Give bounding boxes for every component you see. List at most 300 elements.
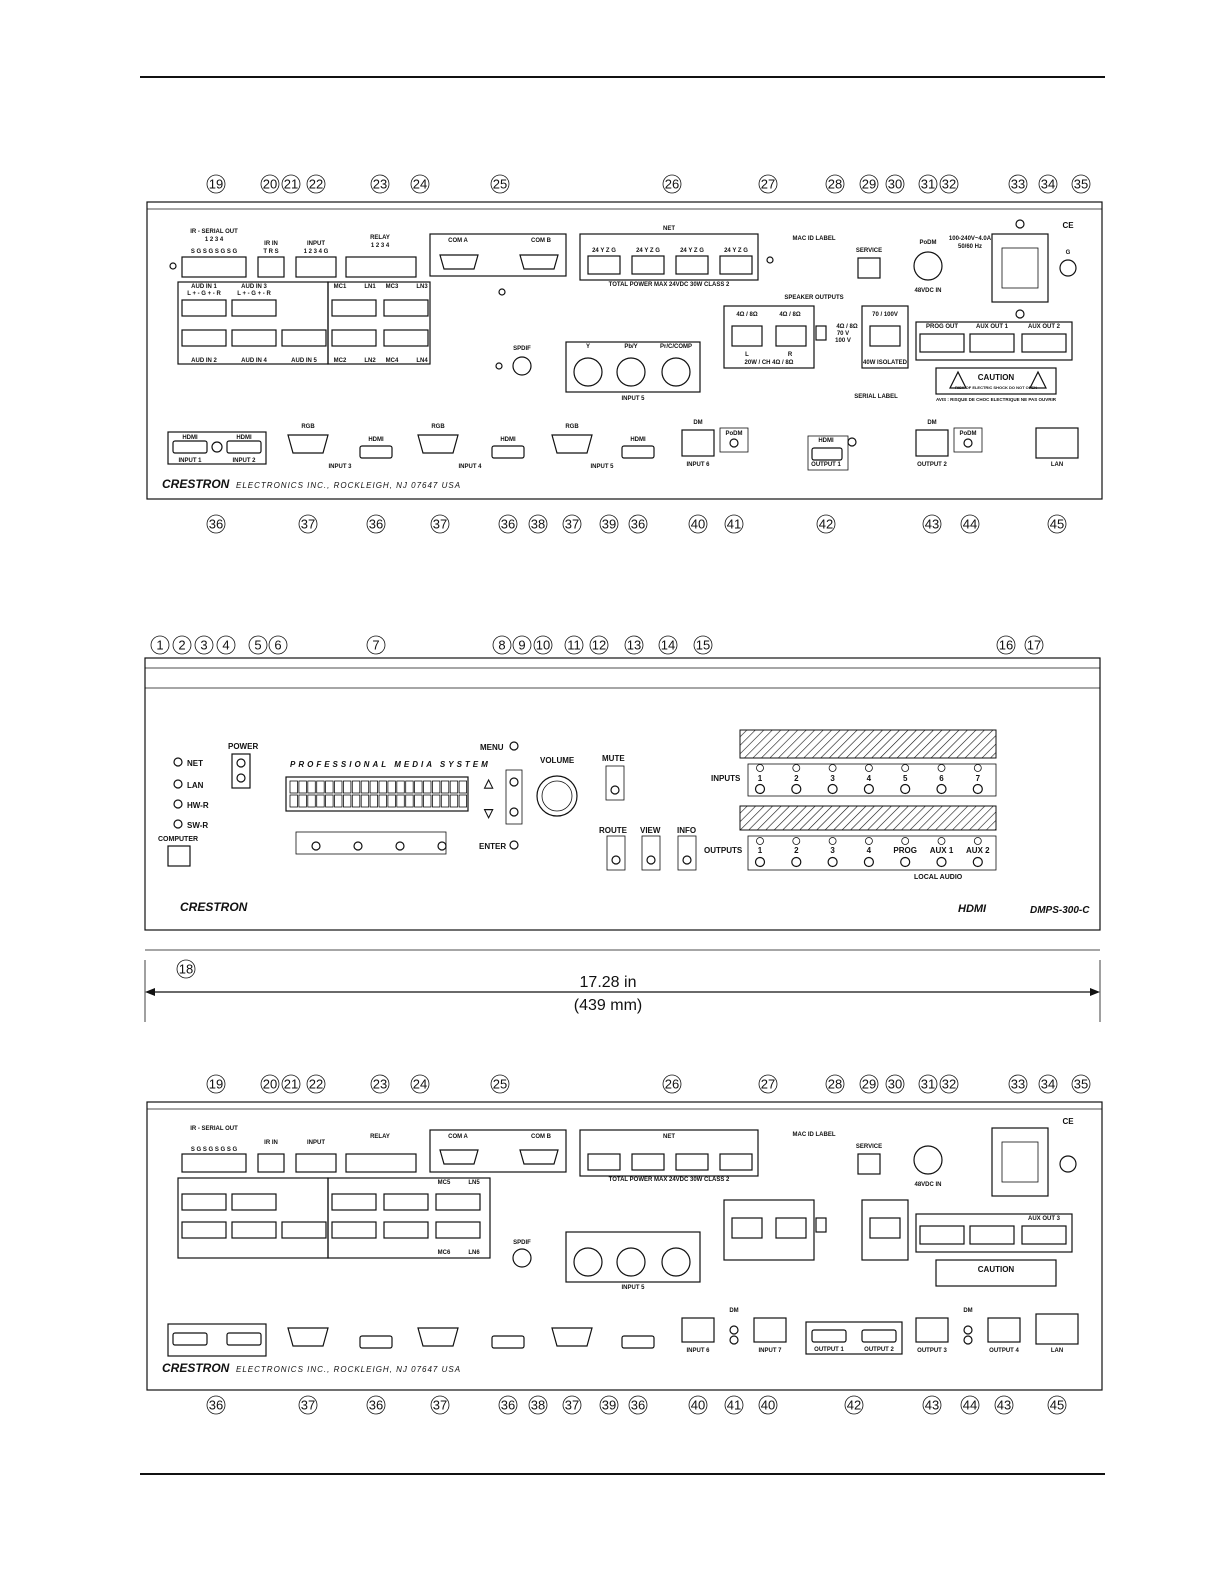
input-button-2[interactable]	[792, 785, 801, 794]
hdmi-input-1-port[interactable]	[173, 441, 207, 453]
output-button-0[interactable]	[756, 858, 765, 867]
callout-31: 31	[920, 176, 936, 192]
podm-input-led	[730, 439, 738, 447]
hdmi-input-2-port-2[interactable]	[227, 1333, 261, 1345]
hdmi-label-1: HDMI	[182, 435, 198, 441]
up-button[interactable]	[510, 778, 518, 786]
rgb-input-5-port[interactable]	[552, 435, 592, 453]
lcd-cell	[343, 781, 351, 793]
lcd-cell	[317, 795, 325, 807]
hdmi-input-bay-b	[168, 1324, 266, 1356]
net-connector-2[interactable]	[632, 256, 664, 274]
mc4-connector-2[interactable]	[384, 1222, 428, 1238]
mc1-label: MC1	[333, 284, 347, 290]
soft-button-4[interactable]	[438, 842, 446, 850]
hdmi-input-2-port[interactable]	[227, 441, 261, 453]
output-label-4: PROG	[893, 846, 917, 855]
input-1-label: INPUT 1	[178, 458, 202, 464]
input-button-1[interactable]	[756, 785, 765, 794]
com-a-label-2: COM A	[448, 1134, 468, 1140]
ir-numbers-label: 1 2 3 4	[204, 237, 224, 243]
power-button[interactable]	[237, 774, 245, 782]
mc1-connector[interactable]	[332, 300, 376, 316]
lcd-cell	[299, 795, 307, 807]
volume-knob[interactable]	[537, 776, 577, 816]
net-connector-b1[interactable]	[588, 1154, 620, 1170]
ir-in-label-2: IR IN	[264, 1140, 278, 1146]
output-label-5: AUX 1	[929, 846, 954, 855]
hdmi-input-3-port[interactable]	[360, 446, 392, 458]
pms-label: PROFESSIONAL MEDIA SYSTEM	[290, 760, 491, 769]
input-button-4[interactable]	[864, 785, 873, 794]
rgb-input-3-port-2[interactable]	[288, 1328, 328, 1346]
input-button-7[interactable]	[973, 785, 982, 794]
crestron-logo: CRESTRON	[162, 477, 230, 491]
volume-label: VOLUME	[540, 756, 575, 765]
lcd-cell	[459, 781, 467, 793]
mc3-connector[interactable]	[384, 300, 428, 316]
net-pins-label-3: 24 Y Z G	[680, 248, 704, 254]
relay-connector[interactable]	[346, 257, 416, 277]
pby-bnc-port-2[interactable]	[617, 1248, 645, 1276]
rgb-input-3-port[interactable]	[288, 435, 328, 453]
isolated-output-connector-2[interactable]	[870, 1218, 900, 1238]
aux-out-1-connector-2[interactable]	[970, 1226, 1014, 1244]
ir-serial-out-label: IR - SERIAL OUT	[190, 229, 238, 235]
callout-27: 27	[760, 176, 776, 192]
spdif-port-2[interactable]	[513, 1249, 531, 1267]
net-connector-4[interactable]	[720, 256, 752, 274]
output-2-label: OUTPUT 2	[917, 462, 947, 468]
mc2-connector-2[interactable]	[332, 1222, 376, 1238]
audio-input-bay-2	[178, 1178, 328, 1258]
lcd-cell	[406, 795, 414, 807]
callout-r2-35: 35	[1073, 1076, 1089, 1092]
aud-in-4-connector-2[interactable]	[232, 1222, 276, 1238]
view-button[interactable]	[647, 856, 655, 864]
relay-connector-2[interactable]	[346, 1154, 416, 1172]
input-led-4	[865, 765, 872, 772]
input-number-7: 7	[975, 774, 981, 783]
service-label-2: SERVICE	[855, 1144, 883, 1150]
ln2-label: LN2	[364, 358, 376, 364]
output-4-label: OUTPUT 4	[989, 1348, 1019, 1354]
aux-out-3-label: AUX OUT 3	[1027, 1216, 1061, 1222]
rgb-input-4-port-2[interactable]	[418, 1328, 458, 1346]
lcd-cell	[441, 795, 449, 807]
callout-36-b0: 36	[208, 516, 224, 532]
callout-34: 34	[1040, 176, 1056, 192]
ir-serial-out-connector[interactable]	[182, 257, 246, 277]
callout-f15: 15	[695, 637, 711, 653]
prcomp-bnc-port-2[interactable]	[662, 1248, 690, 1276]
input-connector-2[interactable]	[296, 1154, 336, 1172]
total-power-label-2: TOTAL POWER MAX 24VDC 30W CLASS 2	[608, 1177, 730, 1183]
y-label: Y	[585, 344, 591, 350]
rgb-label-3: RGB	[301, 424, 315, 430]
spk-r-label: R	[787, 352, 793, 358]
mic-line-bay-2	[328, 1178, 490, 1258]
ground-screw-2[interactable]	[1060, 1156, 1076, 1172]
ir-in-connector-2[interactable]	[258, 1154, 284, 1172]
input-7-label: INPUT 7	[758, 1348, 782, 1354]
hdmi-input-5-port-2[interactable]	[622, 1336, 654, 1348]
net-led	[174, 758, 182, 766]
dc-in-port-2[interactable]	[914, 1146, 942, 1174]
hdmi-input-4-port[interactable]	[492, 446, 524, 458]
input-6-label: INPUT 6	[686, 462, 710, 468]
hdmi-output-1-port-2[interactable]	[812, 1330, 846, 1342]
aud-in-3-connector-2[interactable]	[232, 1194, 276, 1210]
outputs-label-strip	[740, 806, 996, 830]
lan-label: LAN	[1050, 462, 1064, 468]
component-bay-2	[566, 1232, 700, 1282]
hdmi-input-3-port-2[interactable]	[360, 1336, 392, 1348]
callout-r2-20: 20	[262, 1076, 278, 1092]
route-button[interactable]	[612, 856, 620, 864]
ce-mark: CE	[1062, 221, 1074, 230]
com-b-label-2: COM B	[531, 1134, 551, 1140]
callout-f8: 8	[498, 637, 506, 653]
rear-panel-bottom	[147, 1075, 1102, 1414]
callout-35: 35	[1073, 176, 1089, 192]
output-led-1	[793, 838, 800, 845]
crestron-address-2: ELECTRONICS INC., ROCKLEIGH, NJ 07647 USA	[236, 1365, 462, 1374]
lcd-cell	[299, 781, 307, 793]
podm-led-b7	[730, 1336, 738, 1344]
sw-r-label: SW-R	[187, 821, 209, 830]
net-connector-b2[interactable]	[632, 1154, 664, 1170]
callout-r2-23: 23	[372, 1076, 388, 1092]
inputs-label: INPUTS	[711, 774, 741, 783]
dc-in-port[interactable]	[914, 252, 942, 280]
ir-in-connector[interactable]	[258, 257, 284, 277]
up-label: △	[484, 776, 494, 790]
lcd-cell	[441, 781, 449, 793]
callout-f12: 12	[591, 637, 607, 653]
dimension-mm: (439 mm)	[573, 997, 643, 1014]
lan-led-label: LAN	[187, 781, 204, 790]
callout-20: 20	[262, 176, 278, 192]
callout-r2b-37-3: 37	[432, 1397, 448, 1413]
output-1-label: OUTPUT 1	[811, 462, 841, 468]
callout-26: 26	[664, 176, 680, 192]
lcd-cell	[450, 781, 458, 793]
dm-label-out: DM	[927, 420, 937, 426]
callout-r2b-38-5: 38	[530, 1397, 546, 1413]
hdmi-output-1-port[interactable]	[812, 448, 842, 460]
y-bnc-port-2[interactable]	[574, 1248, 602, 1276]
speaker-right-connector[interactable]	[776, 326, 806, 346]
callout-36-b4: 36	[500, 516, 516, 532]
hw-reset-button[interactable]	[174, 800, 182, 808]
callout-37-b6: 37	[564, 516, 580, 532]
ln6-label: LN6	[468, 1250, 480, 1256]
output-button-4[interactable]	[901, 858, 910, 867]
callout-f6: 6	[274, 637, 282, 653]
prog-out-connector-2[interactable]	[920, 1226, 964, 1244]
callout-28: 28	[827, 176, 843, 192]
ac-power-inlet-2[interactable]	[992, 1128, 1048, 1196]
callout-43-b12: 43	[924, 516, 940, 532]
rgb-input-4-port[interactable]	[418, 435, 458, 453]
sw-reset-button[interactable]	[174, 820, 182, 828]
aud-in-2-connector-2[interactable]	[182, 1222, 226, 1238]
lcd-cell	[397, 781, 405, 793]
spdif-label-2: SPDIF	[513, 1240, 531, 1246]
mc2-connector[interactable]	[332, 330, 376, 346]
input-5-label: INPUT 5	[621, 396, 645, 402]
ir-pins-label: S G S G S G S G	[190, 249, 238, 255]
impedance-switch-2[interactable]	[816, 1218, 826, 1232]
input-label: INPUT	[307, 241, 325, 247]
aud-in-2-connector[interactable]	[182, 330, 226, 346]
output-led-6	[974, 838, 981, 845]
callout-f14: 14	[660, 637, 676, 653]
v100-label: 100 V	[835, 338, 851, 344]
com-b-label: COM B	[531, 238, 551, 244]
spk-power-label: 20W / CH 4Ω / 8Ω	[744, 360, 794, 366]
service-usb-port[interactable]	[858, 258, 880, 278]
ln5-label: LN5	[468, 1180, 480, 1186]
callout-r2b-37-1: 37	[300, 1397, 316, 1413]
callout-f18: 18	[178, 961, 194, 977]
dm-input-7-port[interactable]	[754, 1318, 786, 1342]
callout-f17: 17	[1026, 637, 1042, 653]
lan-port[interactable]	[1036, 428, 1078, 458]
aux-out-2-connector[interactable]	[1022, 334, 1066, 352]
input-5-label-2: INPUT 5	[621, 1285, 645, 1291]
callout-39-b7: 39	[601, 516, 617, 532]
hdmi-input-5-port[interactable]	[622, 446, 654, 458]
input-pins-label: 1 2 3 4 G	[303, 249, 329, 255]
callout-f16: 16	[998, 637, 1014, 653]
dm-input-6-port-2[interactable]	[682, 1318, 714, 1342]
net-bay	[580, 234, 758, 280]
soft-button-3[interactable]	[396, 842, 404, 850]
soft-button-1[interactable]	[312, 842, 320, 850]
dm-input-6-port[interactable]	[682, 430, 714, 456]
callout-f9: 9	[518, 637, 526, 653]
aud-in-3-connector[interactable]	[232, 300, 276, 316]
aud-in-4-connector[interactable]	[232, 330, 276, 346]
dm-output-4-port[interactable]	[988, 1318, 1020, 1342]
dm-output-2-port[interactable]	[916, 430, 948, 456]
callout-23: 23	[372, 176, 388, 192]
lcd-cell	[290, 795, 298, 807]
hdmi-input-4-port-2[interactable]	[492, 1336, 524, 1348]
podm-led-out3	[964, 1326, 972, 1334]
lcd-cell	[335, 781, 343, 793]
pby-label: Pb/Y	[624, 344, 638, 350]
total-power-label: TOTAL POWER MAX 24VDC 30W CLASS 2	[608, 282, 730, 288]
com-b-db9-port[interactable]	[520, 255, 558, 269]
input-number-2: 2	[794, 774, 799, 783]
aud-in-1-connector[interactable]	[182, 300, 226, 316]
speaker-left-connector[interactable]	[732, 326, 762, 346]
net-connector-3[interactable]	[676, 256, 708, 274]
net-connector-b4[interactable]	[720, 1154, 752, 1170]
soft-button-2[interactable]	[354, 842, 362, 850]
caution-label-2: CAUTION	[977, 1265, 1015, 1274]
callout-f5: 5	[254, 637, 262, 653]
ac-power-inlet[interactable]	[992, 234, 1048, 302]
output-button-1[interactable]	[792, 858, 801, 867]
mc5-connector[interactable]	[436, 1194, 480, 1210]
lan-led	[174, 780, 182, 788]
hdmi-input-1-port-2[interactable]	[173, 1333, 207, 1345]
power-led	[237, 759, 245, 767]
callout-r2-26: 26	[664, 1076, 680, 1092]
input-connector[interactable]	[296, 257, 336, 277]
callout-r2-21: 21	[283, 1076, 299, 1092]
mc3-connector-2[interactable]	[384, 1194, 428, 1210]
ir-serial-out-connector-2[interactable]	[182, 1154, 246, 1172]
lan-label-2: LAN	[1050, 1348, 1064, 1354]
crestron-address: ELECTRONICS INC., ROCKLEIGH, NJ 07647 USA	[236, 481, 462, 490]
podm-label-out: PoDM	[959, 431, 977, 437]
route-label: ROUTE	[599, 826, 627, 835]
mc5-label: MC5	[437, 1180, 451, 1186]
callout-r2b-36-2: 36	[368, 1397, 384, 1413]
lcd-cell	[388, 795, 396, 807]
aux-out-1-label: AUX OUT 1	[975, 324, 1009, 330]
com-a-label: COM A	[448, 238, 468, 244]
isolated-output-connector[interactable]	[870, 326, 900, 346]
ln4-label: LN4	[416, 358, 428, 364]
service-usb-port-2[interactable]	[858, 1154, 880, 1174]
ground-screw[interactable]	[1060, 260, 1076, 276]
rear-bottom-callout-group	[207, 1075, 1090, 1093]
callout-r2-30: 30	[887, 1076, 903, 1092]
mute-button[interactable]	[611, 786, 619, 794]
callout-f13: 13	[626, 637, 642, 653]
input-button-5[interactable]	[901, 785, 910, 794]
input-number-4: 4	[866, 774, 872, 783]
com-b-db9-port-2[interactable]	[520, 1150, 558, 1164]
front-chassis-outline	[145, 658, 1100, 930]
info-button[interactable]	[683, 856, 691, 864]
speaker-left-connector-2[interactable]	[732, 1218, 762, 1238]
computer-label: COMPUTER	[158, 836, 199, 843]
aux-out-3-connector[interactable]	[1022, 1226, 1066, 1244]
dm-label-in: DM	[693, 420, 703, 426]
dc-in-label-2: 48VDC IN	[914, 1182, 942, 1188]
callout-r2-28: 28	[827, 1076, 843, 1092]
aud-in-1-connector-2[interactable]	[182, 1194, 226, 1210]
output-button-5[interactable]	[937, 858, 946, 867]
mount-screw	[170, 263, 176, 269]
spdif-port[interactable]	[513, 357, 531, 375]
callout-r2b-39-7: 39	[601, 1397, 617, 1413]
lcd-cell	[352, 795, 360, 807]
lcd-cell	[343, 795, 351, 807]
output-button-3[interactable]	[864, 858, 873, 867]
impedance-switch[interactable]	[816, 326, 826, 340]
output-3-label: OUTPUT 3	[917, 1348, 947, 1354]
rear-panel-top	[147, 175, 1102, 533]
callout-f3: 3	[200, 637, 208, 653]
output-button-6[interactable]	[973, 858, 982, 867]
mc6-connector[interactable]	[436, 1222, 480, 1238]
y-bnc-port[interactable]	[574, 358, 602, 386]
lcd-cell	[379, 781, 387, 793]
input-button-3[interactable]	[828, 785, 837, 794]
input-led-6	[938, 765, 945, 772]
ohms-label-l: 4Ω / 8Ω	[736, 312, 758, 318]
mc3-label: MC3	[385, 284, 399, 290]
callout-f2: 2	[178, 637, 186, 653]
enter-button[interactable]	[510, 841, 518, 849]
mc4-connector[interactable]	[384, 330, 428, 346]
net-connector-b3[interactable]	[676, 1154, 708, 1170]
podm-label-in: PoDM	[725, 431, 743, 437]
down-label: ▽	[484, 806, 494, 820]
net-pins-label-2: 24 Y Z G	[636, 248, 660, 254]
rear-top-bottom-callout-group	[207, 515, 1066, 533]
lan-port-2[interactable]	[1036, 1314, 1078, 1344]
speaker-right-connector-2[interactable]	[776, 1218, 806, 1238]
ir-in-pins-label: T R S	[263, 249, 279, 255]
input-button-6[interactable]	[937, 785, 946, 794]
pby-bnc-port[interactable]	[617, 358, 645, 386]
aud-pins-3: L + - G + - R	[237, 291, 271, 297]
rgb-label-5: RGB	[565, 424, 579, 430]
callout-37-b1: 37	[300, 516, 316, 532]
ohms-label-r: 4Ω / 8Ω	[779, 312, 801, 318]
callout-r2-32: 32	[941, 1076, 957, 1092]
callout-33: 33	[1010, 176, 1026, 192]
hdmi-label-2: HDMI	[236, 435, 252, 441]
callout-f7: 7	[372, 637, 380, 653]
aud-pins-1: L + - G + - R	[187, 291, 221, 297]
input-5-hdmi-label: INPUT 5	[590, 464, 614, 470]
net-connector-1[interactable]	[588, 256, 620, 274]
hdmi-output-2-port[interactable]	[862, 1330, 896, 1342]
rgb-input-5-port-2[interactable]	[552, 1328, 592, 1346]
output-button-row	[756, 838, 991, 867]
lcd-display	[286, 777, 468, 811]
output-label-6: AUX 2	[966, 846, 990, 855]
down-button[interactable]	[510, 808, 518, 816]
dm-output-3-port[interactable]	[916, 1318, 948, 1342]
prog-out-connector[interactable]	[920, 334, 964, 352]
aud-in-5-connector-2[interactable]	[282, 1222, 326, 1238]
v70-100-label: 70 / 100V	[872, 312, 898, 318]
aux-out-1-connector[interactable]	[970, 334, 1014, 352]
model-label: DMPS-300-C	[1030, 905, 1090, 916]
com-a-db9-port-2[interactable]	[440, 1150, 478, 1164]
prcomp-bnc-port[interactable]	[662, 358, 690, 386]
callout-21: 21	[283, 176, 299, 192]
prcomp-label: Pr/C/COMP	[659, 344, 693, 350]
callout-45-b14: 45	[1049, 516, 1065, 532]
menu-label: MENU	[480, 743, 504, 752]
menu-button[interactable]	[510, 742, 518, 750]
aud-in-5-connector[interactable]	[282, 330, 326, 346]
input-number-6: 6	[939, 774, 944, 783]
mc1-connector-2[interactable]	[332, 1194, 376, 1210]
input-2-label: INPUT 2	[232, 458, 256, 464]
callout-r2b-42-12: 42	[846, 1397, 862, 1413]
lcd-cell	[415, 795, 423, 807]
com-a-db9-port[interactable]	[440, 255, 478, 269]
mic-line-bay	[328, 282, 430, 364]
avis-label: AVIS : RISQUE DE CHOC ELECTRIQUE NE PAS OUVRIR	[935, 397, 1057, 402]
output-button-2[interactable]	[828, 858, 837, 867]
computer-usb-port[interactable]	[168, 846, 190, 866]
output-label-0: 1	[757, 846, 763, 855]
